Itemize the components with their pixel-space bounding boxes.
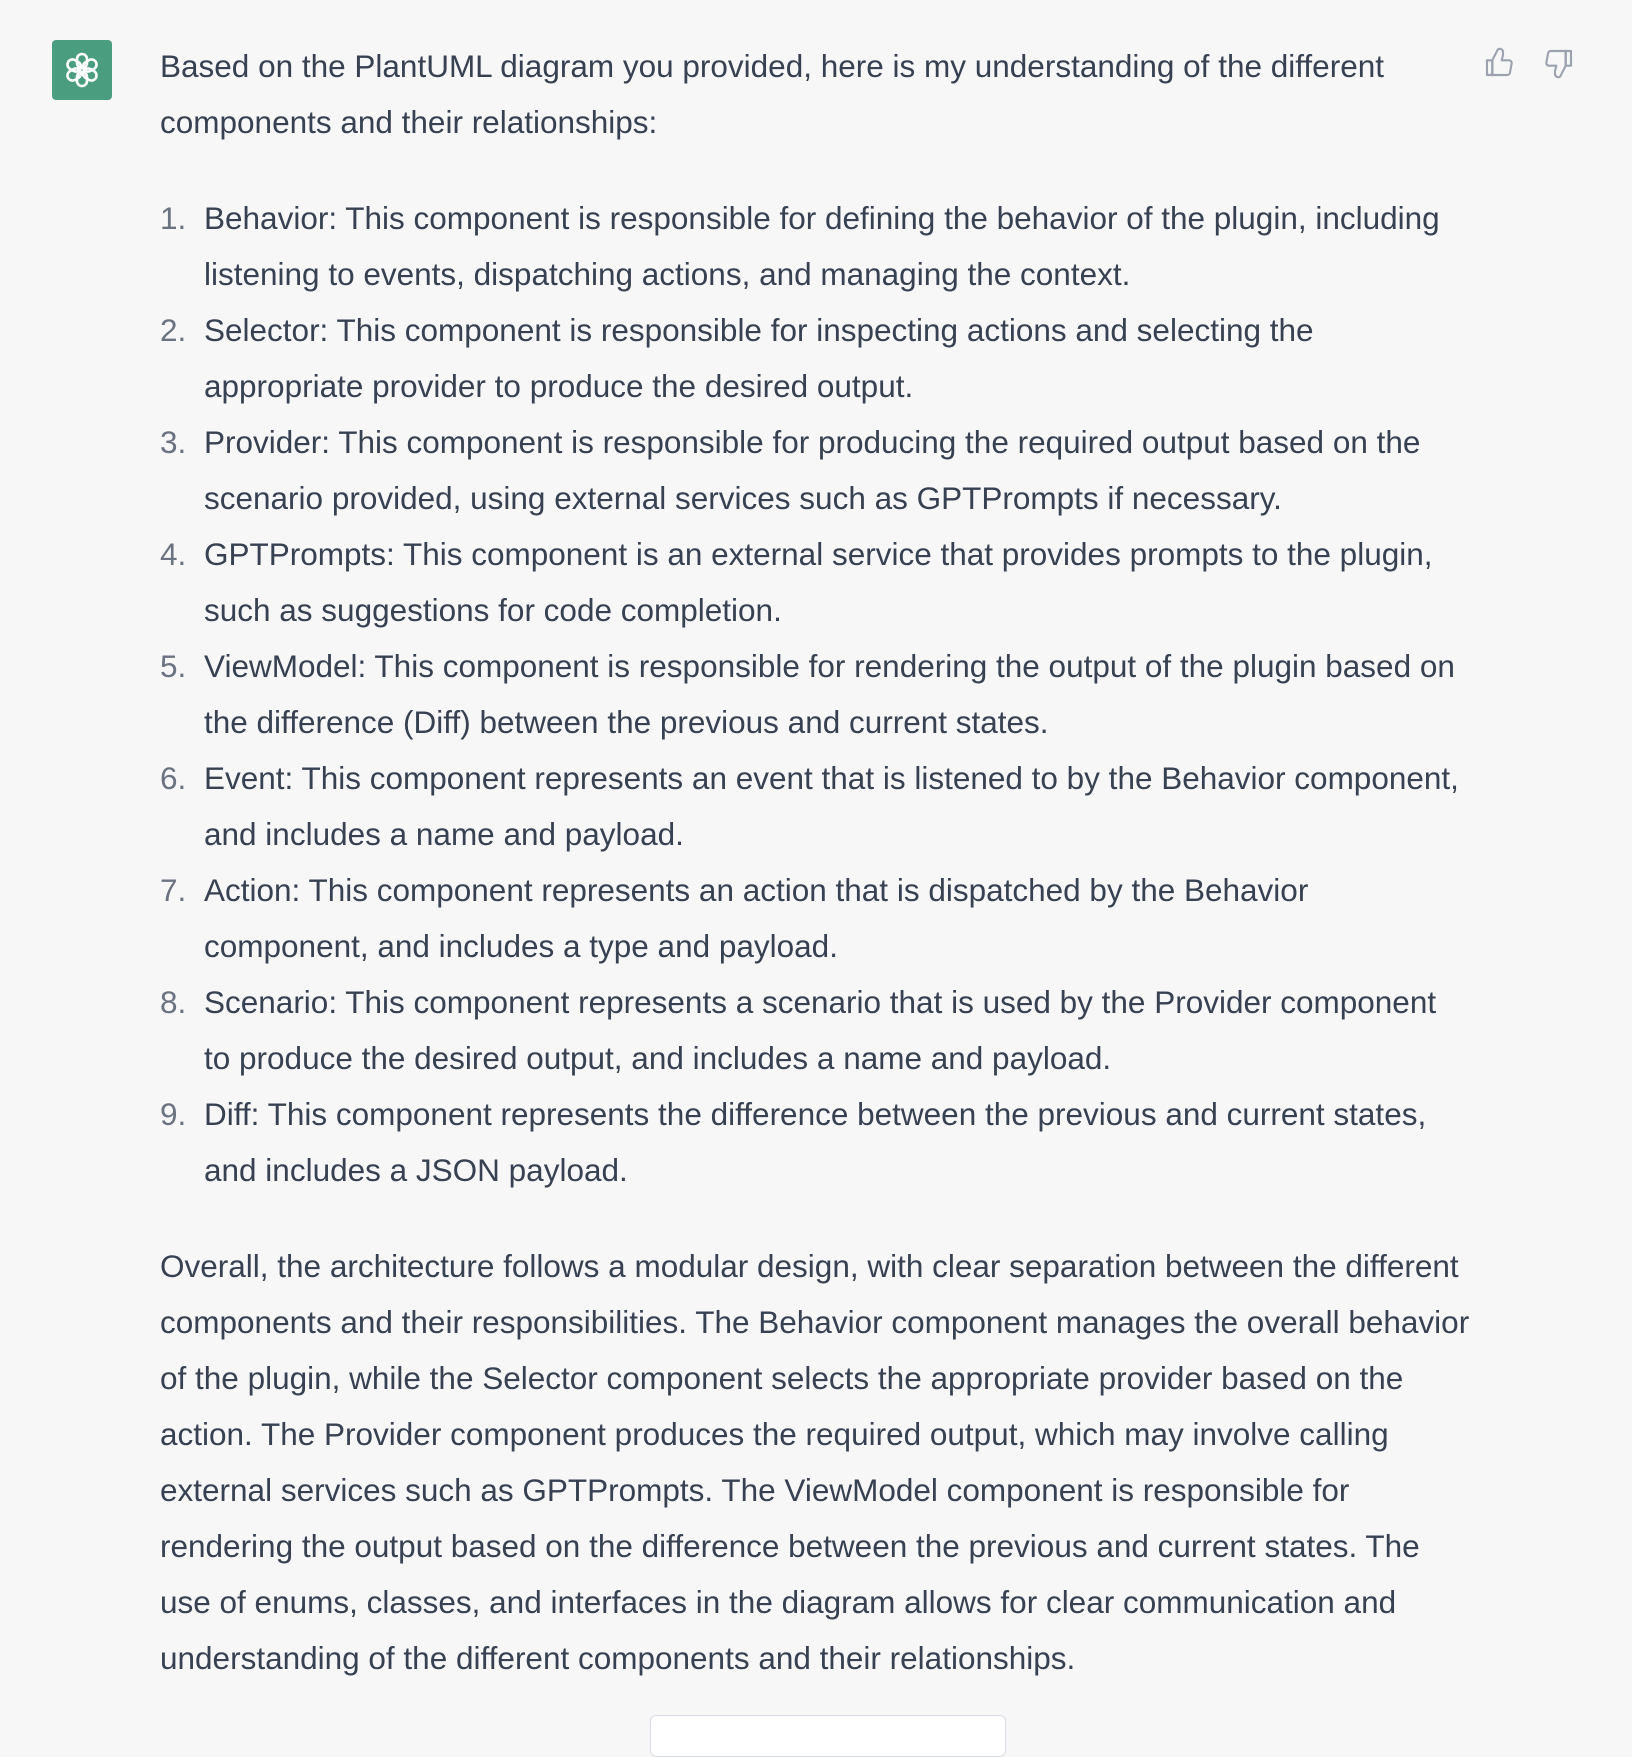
feedback-controls [1482, 44, 1576, 82]
thumbs-up-button[interactable] [1482, 44, 1516, 82]
list-item-text: Event: This component represents an event that is listened to by the Behavior component, and includes a name and payload. [204, 760, 1459, 852]
list-item [160, 414, 1470, 526]
list-item-text: GPTPrompts: This component is an external service that provides prompts to the plugin, such as suggestions for code completion. [204, 536, 1433, 628]
list-item-text: Action: This component represents an action that is dispatched by the Behavior component, and includes a type and payload. [204, 872, 1309, 964]
thumbs-down-button[interactable] [1542, 44, 1576, 82]
list-item-text: Diff: This component represents the difference between the previous and current states, and includes a JSON payload. [204, 1096, 1427, 1188]
list-item-text: Selector: This component is responsible for inspecting actions and selecting the appropriate provider to produce the desired output. [204, 312, 1314, 404]
list-item [160, 638, 1470, 750]
list-number: 4. [160, 536, 187, 572]
list-item [160, 750, 1470, 862]
assistant-message [160, 38, 1470, 1686]
components-list [160, 190, 1470, 1198]
list-number: 3. [160, 424, 187, 460]
list-item-text: Behavior: This component is responsible for defining the behavior of the plugin, including listening to events, dispatching actions, and managing the context. [204, 200, 1440, 292]
thumbs-up-icon [1483, 47, 1515, 79]
list-item [160, 526, 1470, 638]
list-number: 8. [160, 984, 187, 1020]
list-number: 5. [160, 648, 187, 684]
list-item [160, 974, 1470, 1086]
list-number: 9. [160, 1096, 187, 1132]
message-intro: Based on the PlantUML diagram you provided, here is my understanding of the different components and their relationships: [160, 48, 1384, 140]
list-item [160, 190, 1470, 302]
list-item-text: Provider: This component is responsible for producing the required output based on the scenario provided, using external services such as GPTPrompts if necessary. [204, 424, 1421, 516]
list-item-text: ViewModel: This component is responsible for rendering the output of the plugin based on the difference (Diff) between the previous and current states. [204, 648, 1455, 740]
list-item [160, 302, 1470, 414]
thumbs-down-icon [1543, 47, 1575, 79]
openai-logo-icon [60, 48, 104, 92]
assistant-avatar [52, 40, 112, 100]
list-item [160, 862, 1470, 974]
list-number: 1. [160, 200, 187, 236]
list-number: 2. [160, 312, 187, 348]
list-item-text: Scenario: This component represents a scenario that is used by the Provider component to produce the desired output, and includes a name and payload. [204, 984, 1437, 1076]
list-item [160, 1086, 1470, 1198]
message-summary: Overall, the architecture follows a modular design, with clear separation between the different components and their responsibilities. The Behavior component manages the overall behavior of the plugin, while the Selector component selects the appropriate provider based on the action. The Provider component produces the required output, which may involve calling external services such as GPTPrompts. The ViewModel component is responsible for rendering the output based on the difference between the previous and current states. The use of enums, classes, and interfaces in the diagram allows for clear communication and understanding of the different components and their relationships. [160, 1248, 1470, 1676]
regenerate-button-edge[interactable] [650, 1715, 1006, 1757]
list-number: 6. [160, 760, 187, 796]
list-number: 7. [160, 872, 187, 908]
